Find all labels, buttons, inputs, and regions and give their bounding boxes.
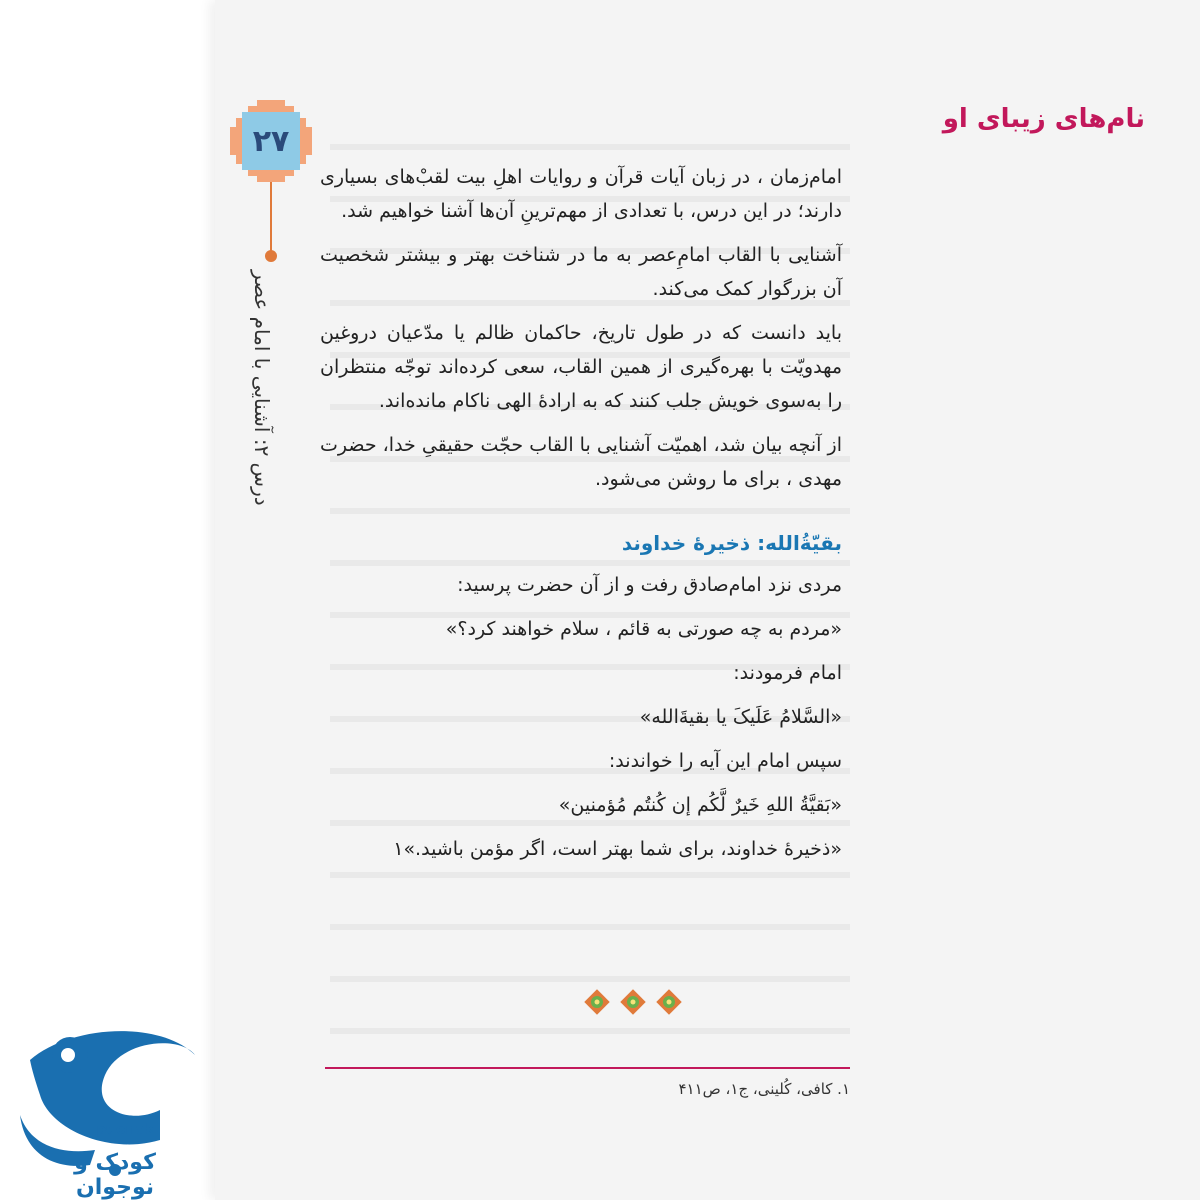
- side-ornament-dot: [265, 250, 277, 262]
- line: سپس امام این آیه را خواندند:: [608, 750, 842, 772]
- line: مردی نزد امام‌صادق رفت و از آن حضرت پرسید:: [457, 574, 842, 596]
- paragraph: از آنچه بیان شد، اهمیّت آشنایی با القاب حجّت حقیقیِ خدا، حضرت مهدی ، برای ما روشن می‌شود.: [320, 434, 842, 490]
- paragraph: آشنایی با القاب امامِ‌عصر به ما در شناخت بهتر و بیشتر شخصیت آن بزرگوار کمک می‌کند.: [320, 244, 842, 300]
- line: «ذخیرۀ خداوند، برای شما بهتر است، اگر مؤمن باشید.»۱: [393, 838, 842, 860]
- flower-ornament-icon: [619, 988, 647, 1016]
- line: «بَقیَّةُ اللهِ خَیرٌ لَّکُم إن کُنتُم مُؤمنین»: [558, 794, 842, 816]
- paragraph: باید دانست که در طول تاریخ، حاکمان ظالم یا مدّعیان دروغین مهدویّت با بهره‌گیری از همین القاب، سعی کرده‌اند توجّه منتظران را به‌سوی خویش جلب کنند که به ارادۀ الهی ناکام مانده‌اند.: [320, 322, 842, 412]
- running-head: درس ۲: آشنایی با امام عصر: [250, 270, 274, 506]
- footnote-divider: [325, 1067, 850, 1069]
- footnote: ۱. کافی، کُلینی، ج۱، ص۴۱۱: [678, 1080, 850, 1098]
- logo-latin-name: puonak: [95, 1122, 155, 1138]
- side-ornament-line: [270, 182, 272, 252]
- page-number: ۲۷: [252, 123, 290, 159]
- line: «السَّلامُ عَلَیکَ یا بقیةَالله»: [639, 706, 842, 728]
- flower-ornament-icon: [583, 988, 611, 1016]
- flower-ornament-icon: [655, 988, 683, 1016]
- page-title: نام‌های زیبای او: [942, 104, 1145, 134]
- logo-tagline: کودک و نوجوان: [74, 1150, 156, 1200]
- line: امام فرمودند:: [733, 662, 842, 684]
- paragraph: امام‌زمان ، در زبان آیات قرآن و روایات اهلِ بیت لقبْ‌های بسیاری دارند؛ در این درس، با تعدادی از مهم‌ترینِ آن‌ها آشنا خواهیم شد.: [320, 166, 842, 222]
- section-end-ornament: [583, 988, 683, 1016]
- line: «مردم به چه صورتی به قائم ، سلام خواهند کرد؟»: [445, 618, 842, 640]
- body-text: [320, 160, 842, 876]
- section-heading: بقیّةُالله: ذخیرۀ خداوند: [621, 531, 842, 555]
